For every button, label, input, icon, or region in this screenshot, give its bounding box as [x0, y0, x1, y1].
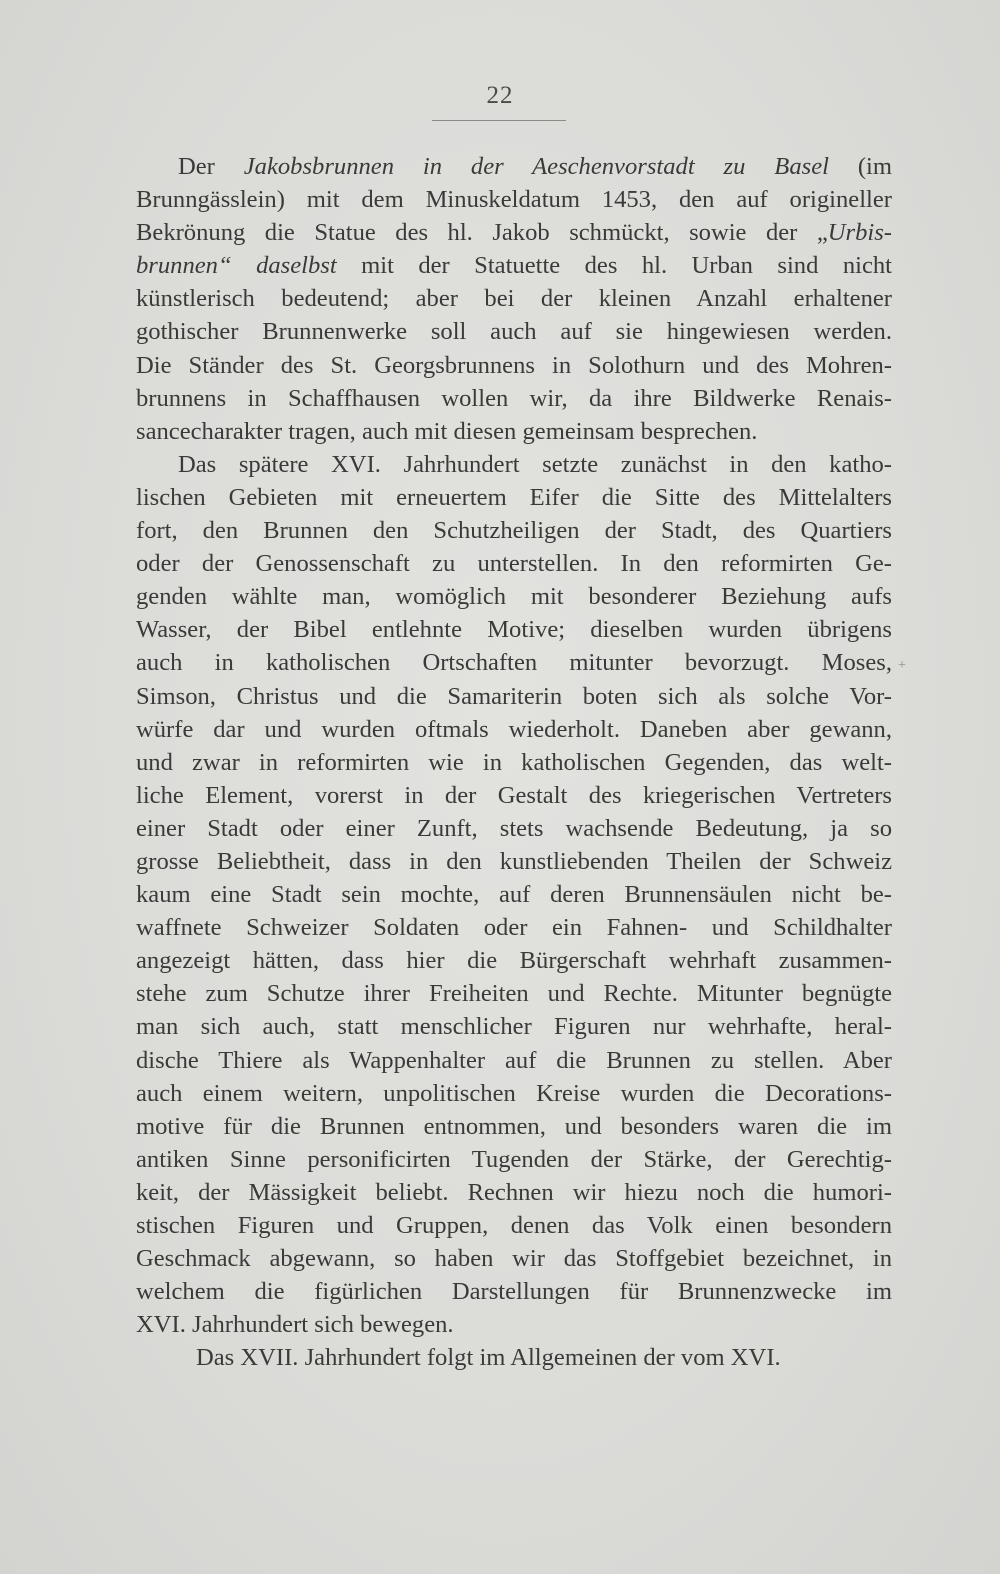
text-segment: stehe zum Schutze ihrer Freiheiten und Rechte. Mitunter begnügte — [136, 980, 892, 1008]
text-line — [136, 1275, 892, 1308]
text-line — [136, 1242, 892, 1275]
text-segment: einer Stadt oder einer Zunft, stets wachsende Bedeutung, ja so — [136, 814, 892, 842]
text-segment: stischen Figuren und Gruppen, denen das Volk einen besondern — [136, 1212, 892, 1239]
text-segment: künstlerisch bedeutend; aber bei der kleinen Anzahl erhaltener — [136, 285, 892, 313]
text-line — [136, 779, 892, 812]
text-segment: angezeigt hätten, dass hier die Bürgerschaft wehrhaft zusammen- — [136, 947, 892, 975]
text-segment: mit der Statuette des hl. Urban sind nicht — [336, 252, 892, 280]
text-segment: lischen Gebieten mit erneuertem Eifer die Sitte des Mittelalters — [136, 483, 892, 511]
text-segment: Simson, Christus und die Samariterin boten sich als solche Vor- — [136, 682, 892, 710]
text-line — [136, 613, 892, 646]
text-segment: antiken Sinne personificirten Tugenden der Stärke, der Gerechtig- — [136, 1145, 892, 1173]
italic-segment: brunnen“ daselbst — [136, 252, 337, 280]
page-number: 22 — [486, 82, 514, 109]
text-segment: Wasser, der Bibel entlehnte Motive; dieselben wurden übrigens — [136, 616, 892, 644]
text-line — [136, 150, 892, 183]
body-text — [136, 150, 892, 1374]
text-line — [136, 944, 892, 977]
text-segment: sancecharakter tragen, auch mit diesen gemeinsam besprechen. — [136, 417, 758, 445]
text-line — [136, 514, 892, 547]
text-segment: grosse Beliebtheit, dass in den kunstliebenden Theilen der Schweiz — [136, 847, 892, 875]
text-line — [136, 481, 892, 514]
text-line — [136, 746, 892, 779]
text-segment: Brunngässlein) mit dem Minuskeldatum 1453, den auf origineller — [136, 186, 892, 214]
text-segment: brunnens in Schaffhausen wollen wir, da ihre Bildwerke Renais- — [136, 384, 892, 412]
text-line — [136, 812, 892, 845]
text-segment: kaum eine Stadt sein mochte, auf deren Brunnensäulen nicht be- — [136, 881, 892, 909]
text-line — [136, 1143, 892, 1176]
text-segment: keit, der Mässigkeit beliebt. Rechnen wir hiezu noch die humori- — [136, 1178, 892, 1206]
text-line — [136, 315, 892, 348]
text-segment: Der — [178, 153, 244, 180]
text-line — [136, 580, 892, 613]
text-segment: waffnete Schweizer Soldaten oder ein Fahnen- und Schildhalter — [136, 914, 892, 942]
text-segment: Das XVII. Jahrhundert folgt im Allgemeinen der vom XVI. — [196, 1344, 781, 1372]
text-line — [136, 1308, 892, 1341]
text-line — [136, 282, 892, 315]
text-segment: man sich auch, statt menschlicher Figuren nur wehrhafte, heral- — [136, 1013, 892, 1041]
text-segment: welchem die figürlichen Darstellungen für Brunnenzwecke im — [136, 1278, 892, 1306]
italic-segment: Jakobsbrunnen in der Aeschenvorstadt zu Basel — [243, 153, 829, 180]
text-line — [136, 1077, 892, 1110]
text-segment: und zwar in reformirten wie in katholischen Gegenden, das welt- — [136, 748, 892, 776]
text-line — [136, 911, 892, 944]
text-line — [136, 878, 892, 911]
text-segment: liche Element, vorerst in der Gestalt des kriegerischen Vertreters — [136, 781, 892, 809]
text-line — [136, 1176, 892, 1209]
text-line — [136, 1010, 892, 1043]
text-segment: (im — [828, 153, 892, 180]
text-segment: XVI. Jahrhundert sich bewegen. — [136, 1311, 454, 1339]
text-segment: Die Ständer des St. Georgsbrunnens in Solothurn und des Mohren- — [136, 351, 892, 379]
text-segment: genden wählte man, womöglich mit besonderer Beziehung aufs — [136, 583, 892, 611]
text-line — [136, 1110, 892, 1143]
text-line — [136, 713, 892, 746]
text-segment: auch einem weitern, unpolitischen Kreise wurden die Decorations- — [136, 1079, 892, 1107]
text-line — [136, 977, 892, 1010]
margin-mark: + — [898, 658, 906, 673]
text-line — [136, 547, 892, 580]
text-segment: gothischer Brunnenwerke soll auch auf sie hingewiesen werden. — [136, 318, 892, 346]
text-line — [136, 349, 892, 382]
text-segment: dische Thiere als Wappenhalter auf die Brunnen zu stellen. Aber — [136, 1046, 892, 1074]
text-segment: Das spätere XVI. Jahrhundert setzte zunächst in den katho- — [178, 450, 892, 478]
text-segment: oder der Genossenschaft zu unterstellen. In den reformirten Ge- — [136, 550, 892, 578]
text-line — [136, 216, 892, 249]
text-segment: fort, den Brunnen den Schutzheiligen der Stadt, des Quartiers — [136, 517, 892, 545]
text-line — [136, 183, 892, 216]
text-line — [136, 448, 892, 481]
text-line — [136, 680, 892, 713]
text-segment: würfe dar und wurden oftmals wiederholt. Daneben aber gewann, — [136, 715, 892, 743]
text-segment: Geschmack abgewann, so haben wir das Stoffgebiet bezeichnet, in — [136, 1245, 892, 1273]
text-line — [136, 415, 892, 448]
text-line — [136, 845, 892, 878]
text-segment: auch in katholischen Ortschaften mitunter bevorzugt. Moses, — [136, 649, 892, 677]
italic-segment: Urbis- — [827, 219, 892, 247]
text-line — [136, 249, 892, 282]
text-line — [136, 1209, 892, 1242]
text-line — [136, 382, 892, 415]
text-line — [136, 646, 892, 679]
text-segment: Bekrönung die Statue des hl. Jakob schmückt, sowie der „ — [136, 219, 828, 247]
text-segment: motive für die Brunnen entnommen, und besonders waren die im — [136, 1112, 892, 1140]
text-line — [136, 1044, 892, 1077]
header-rule — [432, 120, 566, 121]
text-line — [136, 1341, 892, 1374]
